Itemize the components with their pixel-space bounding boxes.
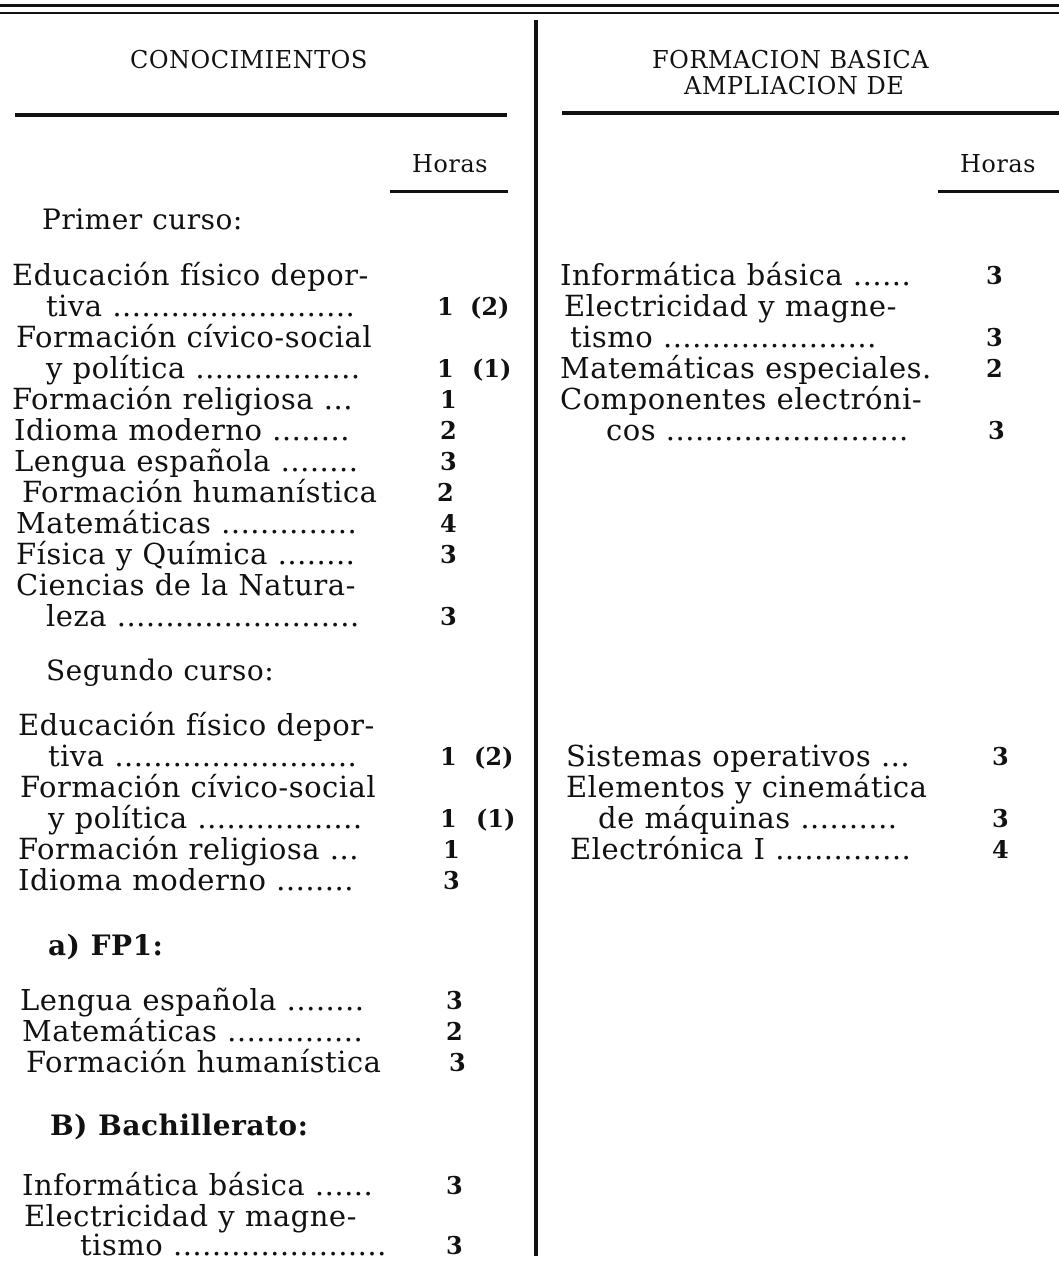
left-hours-rule [390,190,508,193]
list-item: Formación humanística [22,475,378,509]
footnote-ref: (2) [474,742,514,771]
column-divider [534,20,538,1256]
right-header-rule [562,111,1059,115]
list-item: Formación cívico-social [20,770,377,804]
hours-value: 1 [437,292,454,321]
hours-value: 3 [446,1231,463,1260]
hours-value: 2 [437,478,454,507]
top-rule-thick [0,4,1059,7]
hours-value: 2 [986,354,1003,383]
hours-value: 3 [443,866,460,895]
footnote-ref: (1) [472,354,512,383]
list-item: Física y Química ........ [16,537,356,571]
right-header-line1: FORMACION BASICA [652,46,930,74]
fp1-title: a) FP1: [48,929,164,962]
list-item: Informática básica ...... [22,1168,374,1202]
hours-value: 1 [440,385,457,414]
list-item: Matemáticas .............. [22,1014,364,1048]
list-item: Formación humanística [26,1045,382,1079]
list-item: Lengua española ........ [20,983,365,1017]
hours-value: 3 [986,261,1003,290]
list-item: Lengua española ........ [14,444,359,478]
list-item: cos ......................... [606,413,909,447]
list-item: Educación físico depor- [18,708,375,742]
list-item: leza ......................... [46,599,360,633]
list-item: Matemáticas especiales. [560,351,932,385]
list-item: Electrónica I .............. [570,832,912,866]
left-hours-label: Horas [412,150,488,178]
hours-value: 3 [440,540,457,569]
top-rule-thin [0,12,1059,14]
list-item: Educación físico depor- [12,258,369,292]
hours-value: 4 [440,509,457,538]
list-item: Componentes electróni- [560,382,923,416]
list-item: Formación religiosa ... [18,832,359,866]
bachillerato-title: B) Bachillerato: [50,1109,309,1142]
list-item: Informática básica ...... [560,258,912,292]
list-item: Formación cívico-social [16,320,373,354]
hours-value: 3 [449,1048,466,1077]
list-item: de máquinas .......... [598,801,898,835]
hours-value: 1 [437,354,454,383]
hours-value: 1 [443,835,460,864]
hours-value: 3 [992,742,1009,771]
hours-value: 2 [440,416,457,445]
first-course-title: Primer curso: [42,203,243,236]
hours-value: 4 [992,835,1009,864]
hours-value: 2 [446,1017,463,1046]
list-item: Idioma moderno ........ [18,863,354,897]
list-item: Electricidad y magne- [564,289,897,323]
list-item: Sistemas operativos ... [566,739,911,773]
hours-value: 3 [440,602,457,631]
list-item: Matemáticas .............. [16,506,358,540]
list-item: tiva ......................... [46,289,356,323]
list-item: tiva ......................... [48,739,358,773]
left-header-rule [15,113,507,117]
hours-value: 3 [446,986,463,1015]
hours-value: 3 [986,323,1003,352]
list-item: Formación religiosa ... [12,382,353,416]
left-header: CONOCIMIENTOS [130,46,368,74]
hours-value: 3 [988,416,1005,445]
second-course-title: Segundo curso: [46,654,275,687]
hours-value: 1 [440,804,457,833]
list-item: Ciencias de la Natura- [16,568,356,602]
list-item: y política ................. [48,801,363,835]
footnote-ref: (1) [476,804,516,833]
hours-value: 3 [992,804,1009,833]
list-item: y política ................. [46,351,361,385]
footnote-ref: (2) [470,292,510,321]
hours-value: 1 [440,742,457,771]
list-item: Elementos y cinemática [566,770,928,804]
right-hours-label: Horas [960,150,1036,178]
list-item: tismo ...................... [80,1228,387,1262]
right-header-line2: AMPLIACION DE [684,72,905,100]
list-item: tismo ...................... [570,320,877,354]
hours-value: 3 [446,1171,463,1200]
right-hours-rule [938,190,1059,193]
list-item: Idioma moderno ........ [14,413,350,447]
list-item: Electricidad y magne- [24,1199,357,1233]
hours-value: 3 [440,447,457,476]
